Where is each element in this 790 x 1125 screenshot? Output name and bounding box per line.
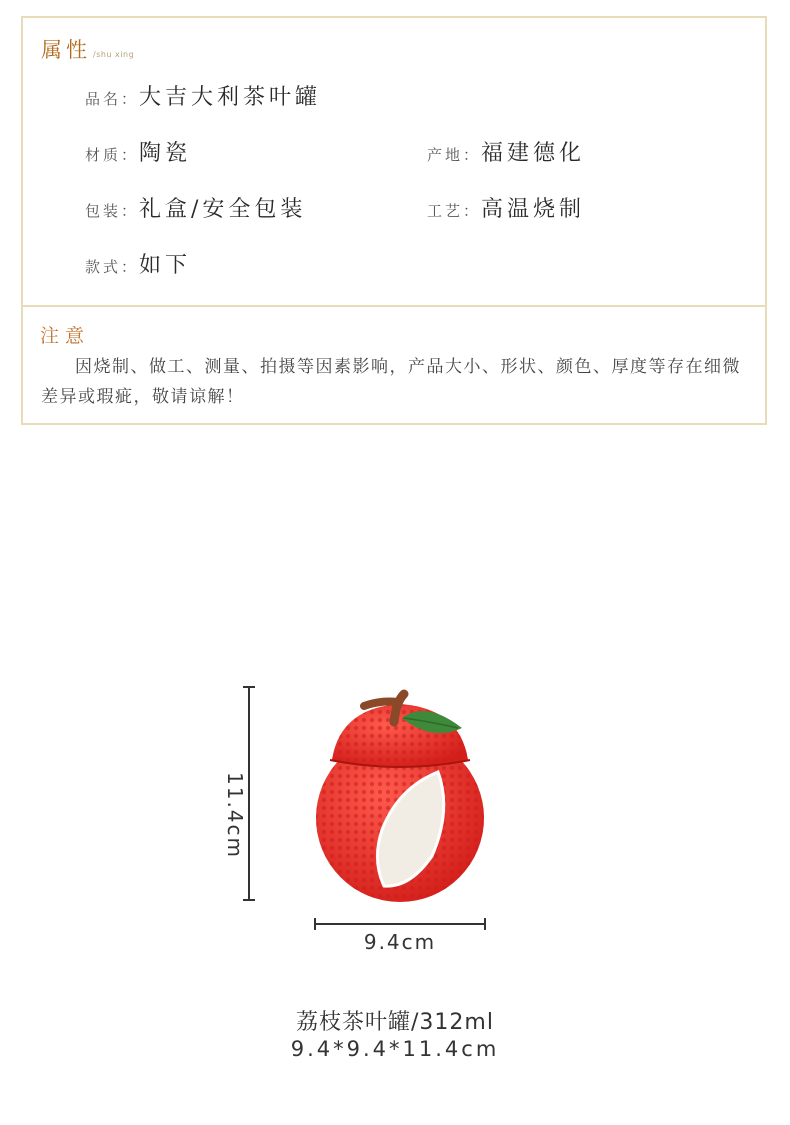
attr-row-origin xyxy=(427,136,585,167)
material-value: 陶瓷 xyxy=(139,141,192,166)
notice-text: 因烧制、做工、测量、拍摄等因素影响，产品大小、形状、颜色、厚度等存在细微差异或瑕疵，敬请谅解！ xyxy=(41,357,741,407)
width-label: 9.4cm xyxy=(363,930,437,954)
attributes-panel xyxy=(21,16,767,307)
attr-row-craft xyxy=(427,192,585,223)
attributes-heading-cn: 属性 xyxy=(41,38,91,62)
craft-label: 工艺： xyxy=(427,202,482,220)
craft-value: 高温烧制 xyxy=(481,197,586,222)
origin-value: 福建德化 xyxy=(481,141,586,166)
origin-label: 产地： xyxy=(427,146,482,164)
style-value: 如下 xyxy=(139,253,192,278)
height-label: 11.4cm xyxy=(223,772,247,860)
name-label: 品名： xyxy=(85,90,140,108)
product-size: 9.4*9.4*11.4cm xyxy=(290,1037,500,1061)
notice-heading xyxy=(40,321,90,348)
attr-row-style xyxy=(85,248,191,279)
name-value: 大吉大利茶叶罐 xyxy=(139,85,322,110)
attr-row-material xyxy=(85,136,191,167)
attr-row-package xyxy=(85,192,306,223)
material-label: 材质： xyxy=(85,146,140,164)
attributes-heading xyxy=(41,34,134,64)
attributes-heading-en: /shu xing xyxy=(93,50,135,59)
style-label: 款式： xyxy=(85,258,140,276)
product-name: 荔枝茶叶罐/312ml xyxy=(296,1010,494,1035)
notice-heading-cn: 注意 xyxy=(40,325,91,347)
product-section xyxy=(0,660,790,1080)
package-label: 包装： xyxy=(85,202,140,220)
lychee-jar-icon xyxy=(316,694,484,902)
width-dimension-line xyxy=(315,918,485,930)
attr-row-name xyxy=(85,80,321,111)
package-value: 礼盒/安全包装 xyxy=(139,197,307,222)
notice-panel xyxy=(21,305,767,425)
